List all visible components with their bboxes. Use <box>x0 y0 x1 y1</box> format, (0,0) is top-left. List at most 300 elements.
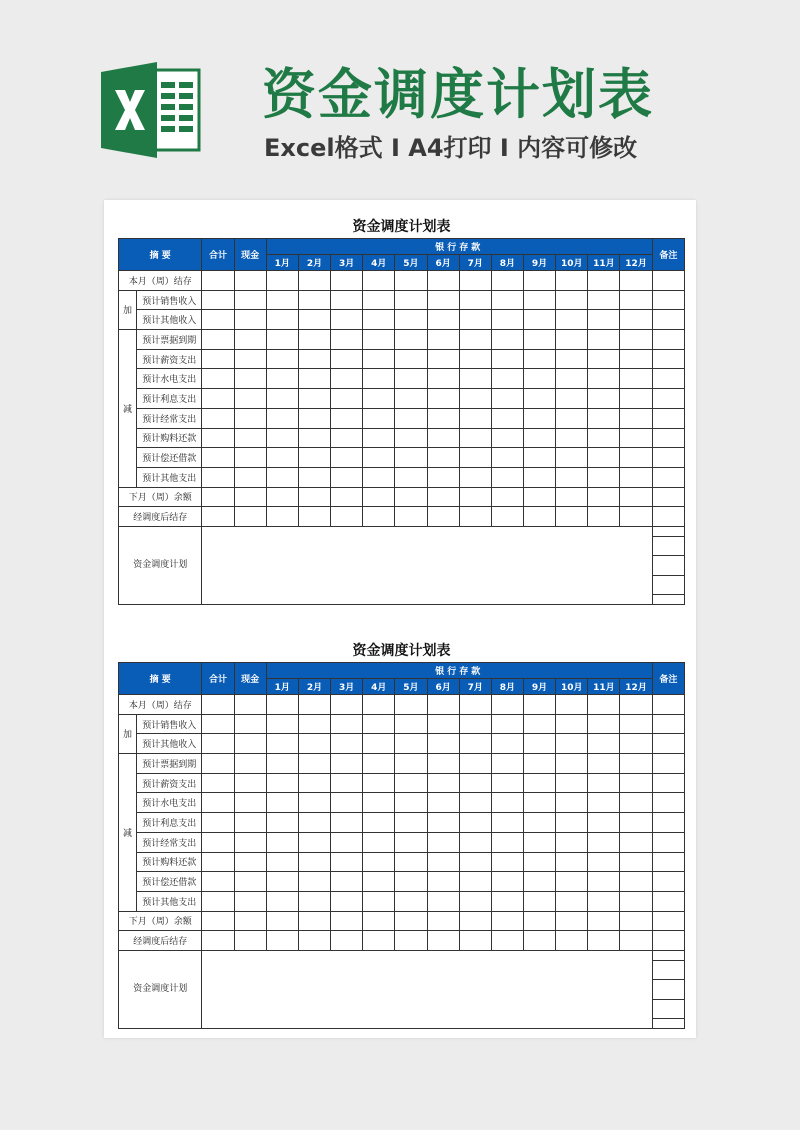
table-cell[interactable] <box>298 408 330 428</box>
table-cell[interactable] <box>202 330 234 350</box>
table-cell[interactable] <box>491 467 523 487</box>
table-cell[interactable] <box>202 872 234 892</box>
table-cell[interactable] <box>652 330 684 350</box>
table-cell[interactable] <box>395 389 427 409</box>
table-cell[interactable] <box>298 773 330 793</box>
table-cell[interactable] <box>459 695 491 715</box>
table-cell[interactable] <box>363 448 395 468</box>
table-cell[interactable] <box>202 734 234 754</box>
table-cell[interactable] <box>331 813 363 833</box>
table-cell[interactable] <box>363 467 395 487</box>
table-cell[interactable] <box>652 852 684 872</box>
table-cell[interactable] <box>523 714 555 734</box>
table-cell[interactable] <box>427 271 459 291</box>
table-cell[interactable] <box>523 872 555 892</box>
table-cell[interactable] <box>234 389 266 409</box>
table-cell[interactable] <box>427 330 459 350</box>
table-cell[interactable] <box>491 813 523 833</box>
table-cell[interactable] <box>331 428 363 448</box>
table-cell[interactable] <box>298 310 330 330</box>
table-cell[interactable] <box>491 290 523 310</box>
table-cell[interactable] <box>652 891 684 911</box>
table-cell[interactable] <box>588 773 620 793</box>
table-cell[interactable] <box>491 832 523 852</box>
table-cell[interactable] <box>459 773 491 793</box>
table-cell[interactable] <box>363 290 395 310</box>
table-cell[interactable] <box>266 310 298 330</box>
plan-note-cell[interactable] <box>652 950 684 1028</box>
table-cell[interactable] <box>459 931 491 951</box>
table-cell[interactable] <box>652 754 684 774</box>
table-cell[interactable] <box>556 507 588 527</box>
table-cell[interactable] <box>395 487 427 507</box>
table-cell[interactable] <box>588 330 620 350</box>
table-cell[interactable] <box>620 448 652 468</box>
table-cell[interactable] <box>234 911 266 931</box>
table-cell[interactable] <box>395 931 427 951</box>
table-cell[interactable] <box>298 349 330 369</box>
table-cell[interactable] <box>556 754 588 774</box>
table-cell[interactable] <box>459 754 491 774</box>
table-cell[interactable] <box>556 931 588 951</box>
table-cell[interactable] <box>523 507 555 527</box>
table-cell[interactable] <box>588 467 620 487</box>
table-cell[interactable] <box>427 891 459 911</box>
table-cell[interactable] <box>588 408 620 428</box>
table-cell[interactable] <box>556 408 588 428</box>
table-cell[interactable] <box>491 271 523 291</box>
table-cell[interactable] <box>523 467 555 487</box>
table-cell[interactable] <box>652 290 684 310</box>
table-cell[interactable] <box>588 734 620 754</box>
table-cell[interactable] <box>331 507 363 527</box>
table-cell[interactable] <box>556 872 588 892</box>
table-cell[interactable] <box>588 852 620 872</box>
table-cell[interactable] <box>331 389 363 409</box>
table-cell[interactable] <box>620 852 652 872</box>
table-cell[interactable] <box>652 389 684 409</box>
table-cell[interactable] <box>556 290 588 310</box>
table-cell[interactable] <box>459 310 491 330</box>
table-cell[interactable] <box>459 389 491 409</box>
table-cell[interactable] <box>652 408 684 428</box>
table-cell[interactable] <box>202 832 234 852</box>
note-line[interactable] <box>653 594 684 604</box>
table-cell[interactable] <box>298 754 330 774</box>
table-cell[interactable] <box>620 349 652 369</box>
table-cell[interactable] <box>202 487 234 507</box>
table-cell[interactable] <box>298 507 330 527</box>
table-cell[interactable] <box>652 931 684 951</box>
table-cell[interactable] <box>523 487 555 507</box>
table-cell[interactable] <box>652 793 684 813</box>
table-cell[interactable] <box>523 891 555 911</box>
table-cell[interactable] <box>588 271 620 291</box>
table-cell[interactable] <box>620 773 652 793</box>
table-cell[interactable] <box>491 754 523 774</box>
table-cell[interactable] <box>491 734 523 754</box>
table-cell[interactable] <box>427 931 459 951</box>
table-cell[interactable] <box>266 271 298 291</box>
table-cell[interactable] <box>556 389 588 409</box>
table-cell[interactable] <box>298 832 330 852</box>
table-cell[interactable] <box>459 714 491 734</box>
table-cell[interactable] <box>266 754 298 774</box>
table-cell[interactable] <box>459 734 491 754</box>
table-cell[interactable] <box>491 389 523 409</box>
note-line[interactable] <box>653 556 684 575</box>
table-cell[interactable] <box>266 931 298 951</box>
table-cell[interactable] <box>523 813 555 833</box>
table-cell[interactable] <box>427 428 459 448</box>
table-cell[interactable] <box>234 428 266 448</box>
table-cell[interactable] <box>620 911 652 931</box>
table-cell[interactable] <box>234 793 266 813</box>
table-cell[interactable] <box>363 872 395 892</box>
table-cell[interactable] <box>556 813 588 833</box>
table-cell[interactable] <box>588 310 620 330</box>
table-cell[interactable] <box>331 852 363 872</box>
table-cell[interactable] <box>266 487 298 507</box>
table-cell[interactable] <box>652 448 684 468</box>
table-cell[interactable] <box>395 832 427 852</box>
table-cell[interactable] <box>331 734 363 754</box>
table-cell[interactable] <box>556 852 588 872</box>
table-cell[interactable] <box>427 310 459 330</box>
table-cell[interactable] <box>331 310 363 330</box>
table-cell[interactable] <box>652 271 684 291</box>
table-cell[interactable] <box>395 467 427 487</box>
table-cell[interactable] <box>331 872 363 892</box>
table-cell[interactable] <box>427 507 459 527</box>
table-cell[interactable] <box>234 467 266 487</box>
table-cell[interactable] <box>363 695 395 715</box>
table-cell[interactable] <box>652 773 684 793</box>
table-cell[interactable] <box>491 310 523 330</box>
table-cell[interactable] <box>266 507 298 527</box>
note-line[interactable] <box>653 575 684 594</box>
table-cell[interactable] <box>588 813 620 833</box>
table-cell[interactable] <box>202 695 234 715</box>
table-cell[interactable] <box>266 773 298 793</box>
table-cell[interactable] <box>298 467 330 487</box>
table-cell[interactable] <box>266 290 298 310</box>
table-cell[interactable] <box>363 813 395 833</box>
table-cell[interactable] <box>298 734 330 754</box>
table-cell[interactable] <box>234 408 266 428</box>
table-cell[interactable] <box>427 487 459 507</box>
table-cell[interactable] <box>363 487 395 507</box>
table-cell[interactable] <box>202 349 234 369</box>
table-cell[interactable] <box>202 891 234 911</box>
table-cell[interactable] <box>556 310 588 330</box>
table-cell[interactable] <box>491 773 523 793</box>
table-cell[interactable] <box>523 911 555 931</box>
table-cell[interactable] <box>491 911 523 931</box>
table-cell[interactable] <box>588 507 620 527</box>
table-cell[interactable] <box>620 290 652 310</box>
table-cell[interactable] <box>363 507 395 527</box>
table-cell[interactable] <box>556 891 588 911</box>
table-cell[interactable] <box>588 931 620 951</box>
table-cell[interactable] <box>331 793 363 813</box>
table-cell[interactable] <box>298 487 330 507</box>
table-cell[interactable] <box>363 754 395 774</box>
table-cell[interactable] <box>620 487 652 507</box>
table-cell[interactable] <box>331 754 363 774</box>
table-cell[interactable] <box>427 832 459 852</box>
table-cell[interactable] <box>266 872 298 892</box>
table-cell[interactable] <box>331 695 363 715</box>
table-cell[interactable] <box>363 330 395 350</box>
table-cell[interactable] <box>266 428 298 448</box>
table-cell[interactable] <box>491 487 523 507</box>
table-cell[interactable] <box>395 507 427 527</box>
table-cell[interactable] <box>652 714 684 734</box>
table-cell[interactable] <box>556 734 588 754</box>
table-cell[interactable] <box>427 695 459 715</box>
table-cell[interactable] <box>266 793 298 813</box>
table-cell[interactable] <box>556 428 588 448</box>
table-cell[interactable] <box>202 911 234 931</box>
table-cell[interactable] <box>620 695 652 715</box>
table-cell[interactable] <box>234 813 266 833</box>
table-cell[interactable] <box>652 695 684 715</box>
table-cell[interactable] <box>298 369 330 389</box>
table-cell[interactable] <box>234 507 266 527</box>
table-cell[interactable] <box>491 695 523 715</box>
table-cell[interactable] <box>298 428 330 448</box>
table-cell[interactable] <box>234 852 266 872</box>
table-cell[interactable] <box>234 714 266 734</box>
table-cell[interactable] <box>620 408 652 428</box>
table-cell[interactable] <box>652 911 684 931</box>
table-cell[interactable] <box>202 369 234 389</box>
table-cell[interactable] <box>298 813 330 833</box>
table-cell[interactable] <box>523 349 555 369</box>
table-cell[interactable] <box>266 813 298 833</box>
table-cell[interactable] <box>427 734 459 754</box>
table-cell[interactable] <box>395 773 427 793</box>
table-cell[interactable] <box>234 310 266 330</box>
table-cell[interactable] <box>363 891 395 911</box>
table-cell[interactable] <box>523 330 555 350</box>
table-cell[interactable] <box>588 714 620 734</box>
table-cell[interactable] <box>363 773 395 793</box>
table-cell[interactable] <box>556 793 588 813</box>
table-cell[interactable] <box>620 931 652 951</box>
table-cell[interactable] <box>363 389 395 409</box>
table-cell[interactable] <box>459 793 491 813</box>
table-cell[interactable] <box>234 330 266 350</box>
table-cell[interactable] <box>202 428 234 448</box>
table-cell[interactable] <box>266 832 298 852</box>
table-cell[interactable] <box>459 487 491 507</box>
table-cell[interactable] <box>459 271 491 291</box>
table-cell[interactable] <box>363 408 395 428</box>
table-cell[interactable] <box>523 310 555 330</box>
table-cell[interactable] <box>459 408 491 428</box>
table-cell[interactable] <box>298 714 330 734</box>
table-cell[interactable] <box>363 832 395 852</box>
table-cell[interactable] <box>266 369 298 389</box>
table-cell[interactable] <box>523 428 555 448</box>
table-cell[interactable] <box>588 389 620 409</box>
table-cell[interactable] <box>523 931 555 951</box>
table-cell[interactable] <box>331 290 363 310</box>
table-cell[interactable] <box>652 310 684 330</box>
table-cell[interactable] <box>395 330 427 350</box>
table-cell[interactable] <box>395 714 427 734</box>
table-cell[interactable] <box>427 754 459 774</box>
table-cell[interactable] <box>523 408 555 428</box>
table-cell[interactable] <box>588 349 620 369</box>
table-cell[interactable] <box>491 852 523 872</box>
table-cell[interactable] <box>459 911 491 931</box>
table-cell[interactable] <box>652 872 684 892</box>
table-cell[interactable] <box>427 911 459 931</box>
table-cell[interactable] <box>427 872 459 892</box>
table-cell[interactable] <box>652 369 684 389</box>
table-cell[interactable] <box>620 734 652 754</box>
table-cell[interactable] <box>652 832 684 852</box>
table-cell[interactable] <box>395 852 427 872</box>
table-cell[interactable] <box>459 507 491 527</box>
table-cell[interactable] <box>234 290 266 310</box>
table-cell[interactable] <box>395 695 427 715</box>
table-cell[interactable] <box>523 852 555 872</box>
table-cell[interactable] <box>395 369 427 389</box>
table-cell[interactable] <box>427 389 459 409</box>
table-cell[interactable] <box>331 271 363 291</box>
table-cell[interactable] <box>266 389 298 409</box>
table-cell[interactable] <box>298 852 330 872</box>
table-cell[interactable] <box>427 349 459 369</box>
table-cell[interactable] <box>556 911 588 931</box>
table-cell[interactable] <box>523 793 555 813</box>
table-cell[interactable] <box>234 931 266 951</box>
table-cell[interactable] <box>202 793 234 813</box>
table-cell[interactable] <box>202 714 234 734</box>
table-cell[interactable] <box>556 714 588 734</box>
table-cell[interactable] <box>331 832 363 852</box>
table-cell[interactable] <box>588 428 620 448</box>
table-cell[interactable] <box>588 891 620 911</box>
table-cell[interactable] <box>588 832 620 852</box>
table-cell[interactable] <box>395 428 427 448</box>
table-cell[interactable] <box>202 271 234 291</box>
table-cell[interactable] <box>298 271 330 291</box>
note-line[interactable] <box>653 980 684 999</box>
table-cell[interactable] <box>556 832 588 852</box>
table-cell[interactable] <box>266 349 298 369</box>
note-line[interactable] <box>653 961 684 980</box>
table-cell[interactable] <box>234 349 266 369</box>
table-cell[interactable] <box>523 773 555 793</box>
note-line[interactable] <box>653 1018 684 1028</box>
table-cell[interactable] <box>459 872 491 892</box>
table-cell[interactable] <box>234 734 266 754</box>
table-cell[interactable] <box>556 271 588 291</box>
table-cell[interactable] <box>459 428 491 448</box>
table-cell[interactable] <box>266 467 298 487</box>
table-cell[interactable] <box>363 734 395 754</box>
table-cell[interactable] <box>427 290 459 310</box>
table-cell[interactable] <box>266 448 298 468</box>
table-cell[interactable] <box>202 389 234 409</box>
table-cell[interactable] <box>523 271 555 291</box>
table-cell[interactable] <box>459 852 491 872</box>
table-cell[interactable] <box>523 695 555 715</box>
table-cell[interactable] <box>491 369 523 389</box>
table-cell[interactable] <box>652 428 684 448</box>
table-cell[interactable] <box>363 911 395 931</box>
table-cell[interactable] <box>331 349 363 369</box>
table-cell[interactable] <box>363 310 395 330</box>
table-cell[interactable] <box>202 408 234 428</box>
table-cell[interactable] <box>459 369 491 389</box>
table-cell[interactable] <box>556 448 588 468</box>
table-cell[interactable] <box>234 891 266 911</box>
table-cell[interactable] <box>395 793 427 813</box>
table-cell[interactable] <box>298 891 330 911</box>
table-cell[interactable] <box>459 290 491 310</box>
table-cell[interactable] <box>588 290 620 310</box>
table-cell[interactable] <box>588 793 620 813</box>
table-cell[interactable] <box>266 714 298 734</box>
table-cell[interactable] <box>556 773 588 793</box>
note-line[interactable] <box>653 951 684 961</box>
table-cell[interactable] <box>523 369 555 389</box>
table-cell[interactable] <box>491 872 523 892</box>
table-cell[interactable] <box>556 349 588 369</box>
table-cell[interactable] <box>202 773 234 793</box>
note-line[interactable] <box>653 527 684 537</box>
table-cell[interactable] <box>298 911 330 931</box>
table-cell[interactable] <box>620 832 652 852</box>
table-cell[interactable] <box>459 813 491 833</box>
table-cell[interactable] <box>363 428 395 448</box>
table-cell[interactable] <box>588 872 620 892</box>
table-cell[interactable] <box>652 507 684 527</box>
table-cell[interactable] <box>202 813 234 833</box>
table-cell[interactable] <box>298 695 330 715</box>
table-cell[interactable] <box>620 310 652 330</box>
plan-note-cell[interactable] <box>652 526 684 604</box>
table-cell[interactable] <box>363 852 395 872</box>
table-cell[interactable] <box>652 467 684 487</box>
table-cell[interactable] <box>298 793 330 813</box>
table-cell[interactable] <box>363 349 395 369</box>
table-cell[interactable] <box>266 891 298 911</box>
table-cell[interactable] <box>298 389 330 409</box>
table-cell[interactable] <box>234 754 266 774</box>
table-cell[interactable] <box>459 467 491 487</box>
table-cell[interactable] <box>331 891 363 911</box>
table-cell[interactable] <box>588 911 620 931</box>
table-cell[interactable] <box>395 734 427 754</box>
table-cell[interactable] <box>331 448 363 468</box>
table-cell[interactable] <box>459 349 491 369</box>
table-cell[interactable] <box>234 448 266 468</box>
table-cell[interactable] <box>556 330 588 350</box>
table-cell[interactable] <box>395 872 427 892</box>
table-cell[interactable] <box>427 448 459 468</box>
table-cell[interactable] <box>395 448 427 468</box>
table-cell[interactable] <box>588 487 620 507</box>
table-cell[interactable] <box>234 271 266 291</box>
table-cell[interactable] <box>556 487 588 507</box>
